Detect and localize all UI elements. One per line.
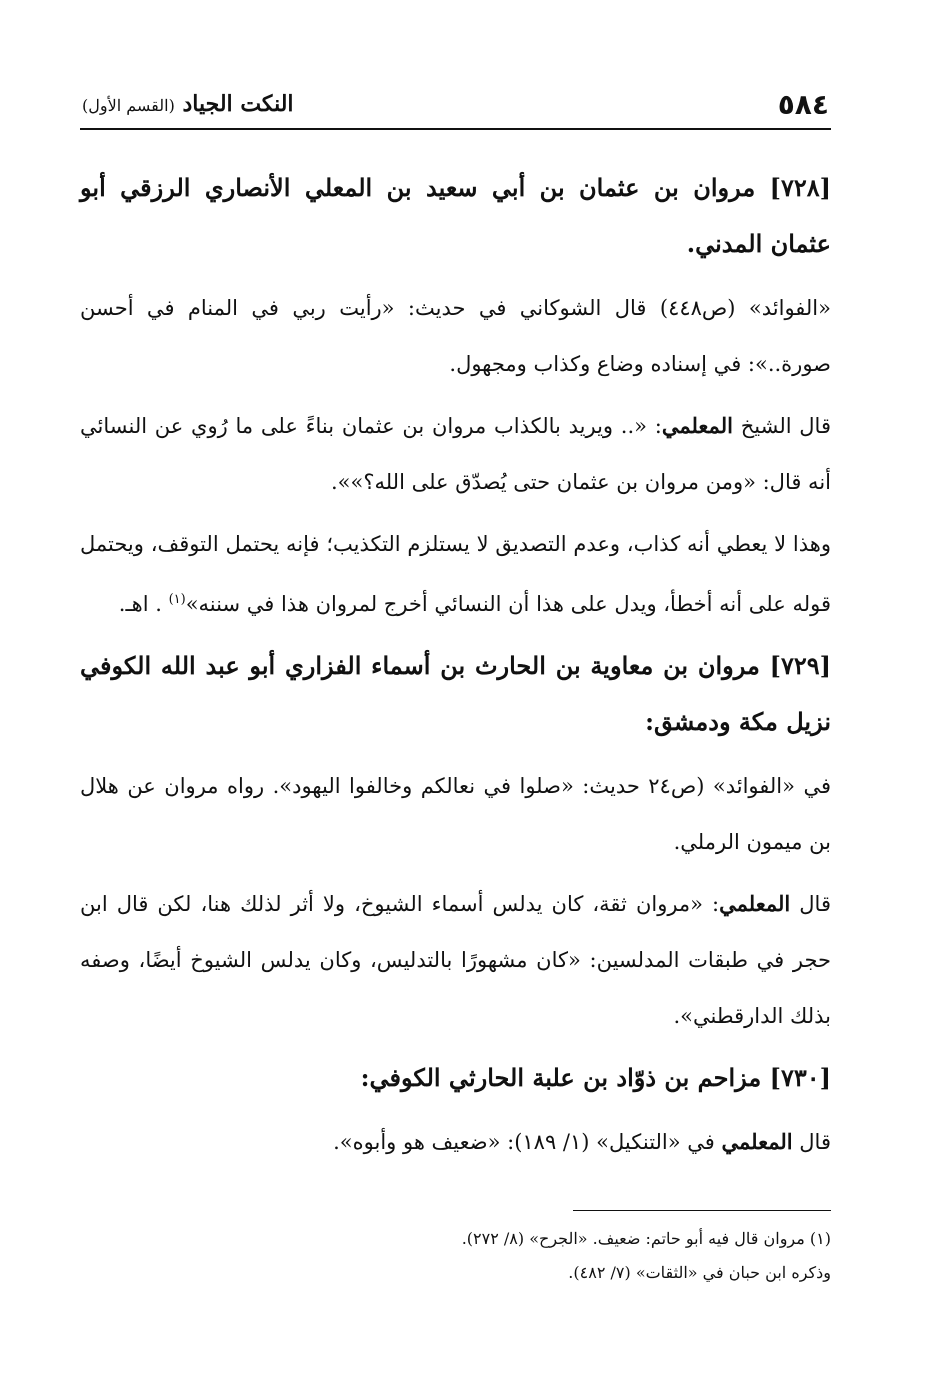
paragraph <box>80 398 831 510</box>
footnote-line: (١) مروان قال فيه أبو حاتم: ضعيف. «الجرح» (٨/ ٢٧٢). <box>461 1229 831 1248</box>
footnote-rule <box>573 1210 831 1211</box>
paragraph <box>80 516 831 632</box>
running-title <box>82 91 294 117</box>
header-rule <box>80 128 831 130</box>
paragraph-text: في «الفوائد» (ص٢٤ حديث: «صلوا في نعالكم وخالفوا اليهود». رواه مروان عن هلال بن ميمون الرملي. <box>80 774 831 854</box>
entry-heading: [٧٣٠] مزاحم بن ذوّاد بن علبة الحارثي الكوفي: <box>360 1063 831 1092</box>
main-text <box>80 160 831 1176</box>
entry-heading: [٧٢٨] مروان بن عثمان بن أبي سعيد بن المعلي الأنصاري الرزقي أبو عثمان المدني. <box>80 173 831 258</box>
paragraph-lead: قال <box>799 892 831 916</box>
footnote-marker[interactable]: (١) <box>168 592 186 607</box>
running-title-sub: (القسم الأول) <box>82 96 175 115</box>
paragraph-text: : «مروان ثقة، كان يدلس أسماء الشيوخ، ولا أثر لذلك هنا، لكن قال ابن حجر في طبقات المدلسين: «كان مشهورًا بالتدليس، وكان يدلس الشيوخ أيضًا، وصفه بذلك الدارقطني». <box>80 892 831 1028</box>
paragraph-text: في «التنكيل» (١/ ١٨٩): «ضعيف هو وأبوه». <box>333 1130 722 1154</box>
entry-728 <box>80 160 831 632</box>
scholar-name: المعلمي <box>661 413 733 438</box>
paragraph <box>80 1114 831 1170</box>
scholar-name: المعلمي <box>721 1129 793 1154</box>
running-title-main: النكت الجياد <box>182 91 294 117</box>
paragraph-lead: قال الشيخ <box>740 414 831 438</box>
paragraph <box>80 280 831 392</box>
page-header <box>82 84 829 124</box>
entry-730 <box>80 1050 831 1170</box>
paragraph <box>80 758 831 870</box>
paragraph-text: : «.. ويريد بالكذاب مروان بن عثمان بناءً على ما رُوي عن النسائي أنه قال: «ومن مروان بن عثمان حتى يُصدّق على الله؟»». <box>80 414 831 494</box>
paragraph-text: وهذا لا يعطي أنه كذاب، وعدم التصديق لا يستلزم التكذيب؛ فإنه يحتمل التوقف، ويحتمل قوله على أنه أخطأ، ويدل على هذا أن النسائي أخرج لمروان هذا في سننه» <box>80 532 831 616</box>
entry-729 <box>80 638 831 1044</box>
entry-heading: [٧٢٩] مروان بن معاوية بن الحارث بن أسماء الفزاري أبو عبد الله الكوفي نزيل مكة ودمشق: <box>80 651 831 736</box>
paragraph <box>80 876 831 1044</box>
footnotes <box>80 1222 831 1290</box>
paragraph-text-after: . اهـ. <box>118 592 169 616</box>
page-number: ٥٨٤ <box>777 87 829 121</box>
footnote-line: وذكره ابن حبان في «الثقات» (٧/ ٤٨٢). <box>568 1263 831 1282</box>
paragraph-lead: قال <box>799 1130 831 1154</box>
scholar-name: المعلمي <box>719 891 791 916</box>
paragraph-text: «الفوائد» (ص٤٤٨) قال الشوكاني في حديث: «رأيت ربي في المنام في أحسن صورة..»: في إسناده وضاع وكذاب ومجهول. <box>80 296 831 376</box>
